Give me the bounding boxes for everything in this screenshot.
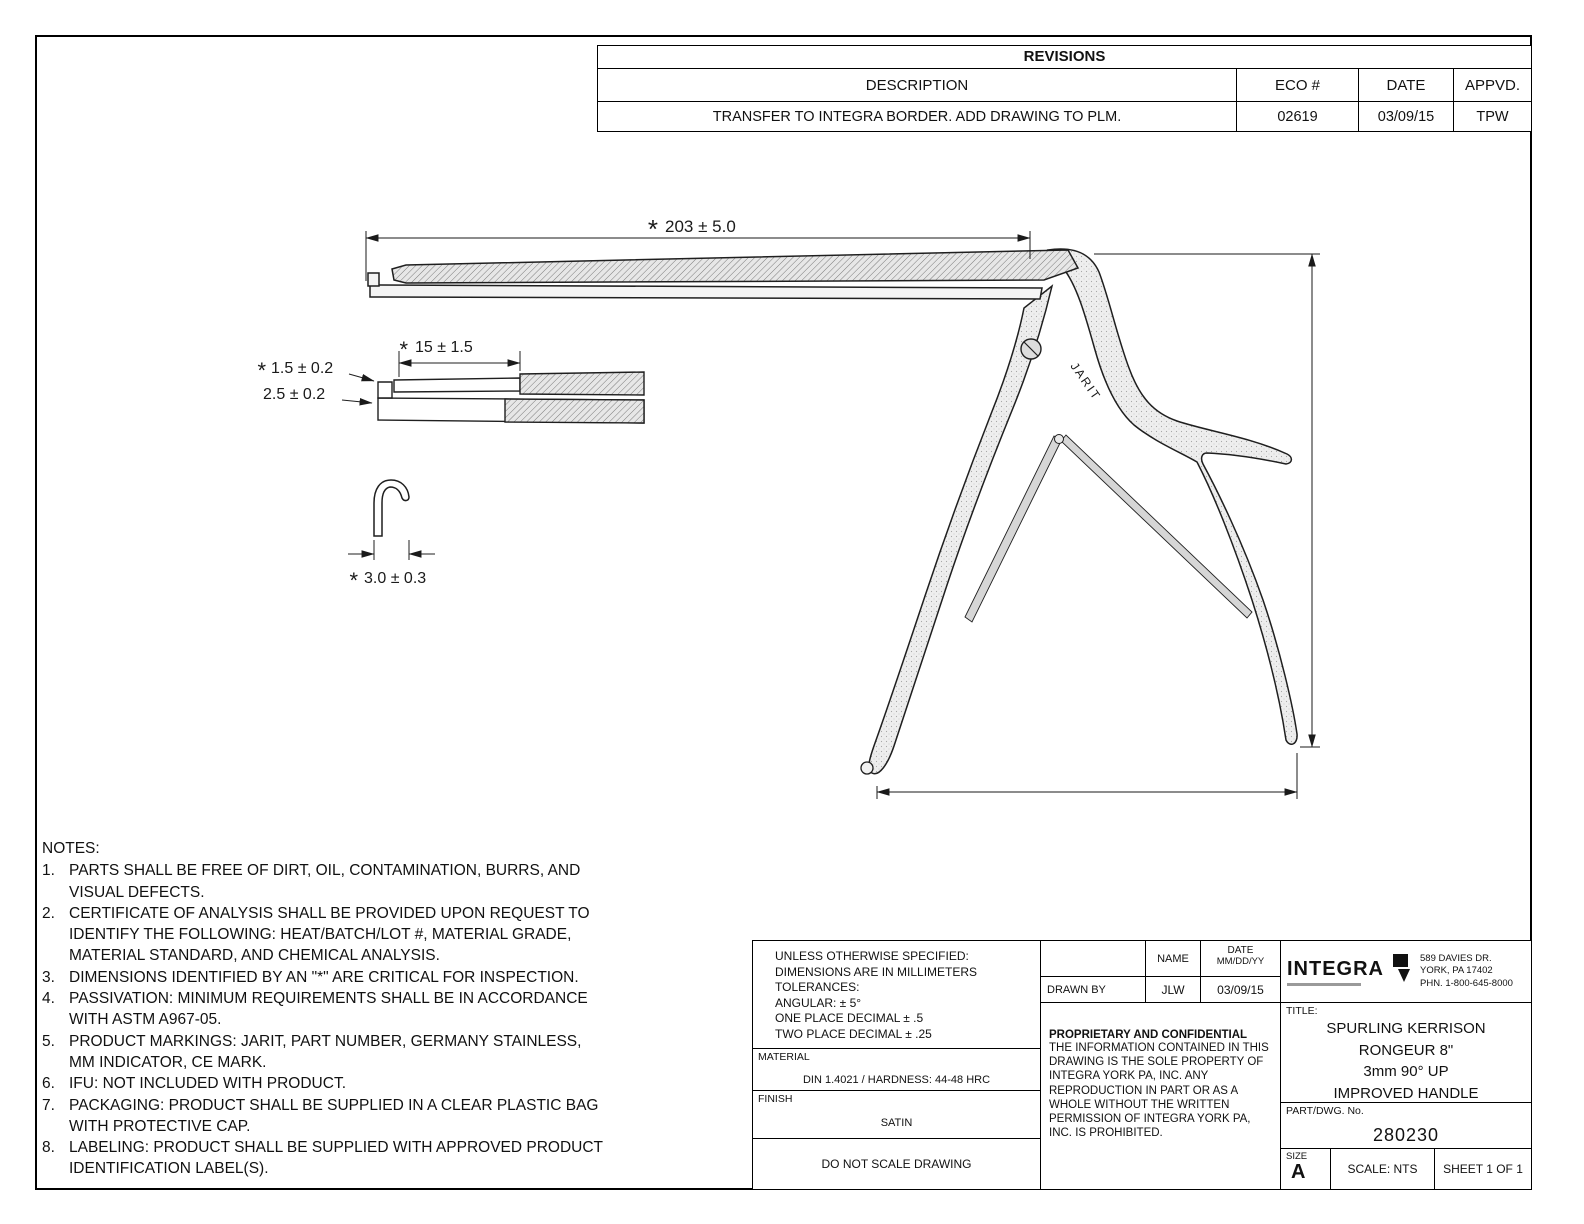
- critical-asterisk: *: [399, 337, 408, 362]
- revisions-col-date: DATE: [1358, 69, 1453, 101]
- tolerances-cell: UNLESS OTHERWISE SPECIFIED: DIMENSIONS ARE IN MILLIMETERS TOLERANCES: ANGULAR: ± 5° ONE PLACE DECIMAL ± .5 TWO PLACE DECIMAL ± .25: [753, 941, 1041, 1049]
- dim-jaw-length-text: 15 ± 1.5: [415, 339, 473, 356]
- note-item-5: 5. PRODUCT MARKINGS: JARIT, PART NUMBER, GERMANY STAINLESS, MM INDICATOR, CE MARK.: [42, 1032, 582, 1071]
- jaw-detail-view: [257, 337, 644, 423]
- drawn-by-name-cell: JLW: [1146, 977, 1201, 1003]
- size-cell: [1281, 1149, 1331, 1189]
- proprietary-heading: PROPRIETARY AND CONFIDENTIAL: [1049, 1029, 1248, 1041]
- revisions-col-description: DESCRIPTION: [865, 76, 969, 94]
- size-value: A: [1291, 1161, 1306, 1183]
- do-not-scale-cell: DO NOT SCALE DRAWING: [753, 1139, 1041, 1189]
- revision-appvd: TPW: [1453, 102, 1531, 131]
- main-view: [368, 249, 1297, 774]
- detail-upper-shaft-hatched: [520, 372, 644, 395]
- part-number-label: PART/DWG. No.: [1286, 1105, 1364, 1117]
- revisions-col-appvd: APPVD.: [1453, 69, 1531, 101]
- material-value: DIN 1.4021 / HARDNESS: 44-48 HRC: [802, 1073, 991, 1086]
- note-item-7: 7. PACKAGING: PRODUCT SHALL BE SUPPLIED IN A CLEAR PLASTIC BAG WITH PROTECTIVE CAP.: [42, 1096, 599, 1135]
- proprietary-cell: [1041, 1003, 1281, 1189]
- lever-end-curl: [861, 762, 873, 774]
- lower-shaft: [370, 285, 1042, 299]
- note-item-3: 3. DIMENSIONS IDENTIFIED BY AN "*" ARE CRITICAL FOR INSPECTION.: [42, 968, 579, 986]
- note-item-8: 8. LABELING: PRODUCT SHALL BE SUPPLIED WITH APPROVED PRODUCT IDENTIFICATION LABEL(S).: [42, 1139, 604, 1178]
- detail-upper-jaw: [394, 378, 520, 392]
- revision-eco: 02619: [1236, 102, 1358, 131]
- proprietary-body: THE INFORMATION CONTAINED IN THIS DRAWING IS THE SOLE PROPERTY OF INTEGRA YORK PA, INC. ANY REPRODUCTION IN PART OR AS A WHOLE WITHOUT THE WRITTEN PERMISSION OF INTEGRA YORK PA, INC. IS PROHIBITED.: [1049, 1042, 1269, 1140]
- drawn-by-label-cell: DRAWN BY: [1041, 977, 1146, 1003]
- finish-value: SATIN: [880, 1116, 913, 1129]
- shaft-marking-jarit: JARIT: [1067, 359, 1104, 404]
- leader-line: [349, 374, 374, 381]
- company-name: INTEGRA: [1287, 957, 1384, 980]
- upper-shaft: [392, 250, 1078, 283]
- critical-asterisk: *: [349, 568, 358, 593]
- finish-label: FINISH: [758, 1093, 793, 1105]
- revisions-title: REVISIONS: [598, 46, 1531, 69]
- front-lever: [869, 286, 1052, 774]
- material-label: MATERIAL: [758, 1051, 810, 1063]
- note-item-4: 4. PASSIVATION: MINIMUM REQUIREMENTS SHALL BE IN ACCORDANCE WITH ASTM A967-05.: [42, 990, 588, 1029]
- rear-handle: [1048, 249, 1297, 744]
- leader-line: [342, 400, 372, 403]
- footplate-tip: [368, 273, 379, 286]
- part-number-value: 280230: [1372, 1125, 1440, 1145]
- footplate-profile: [374, 480, 409, 536]
- title-block: [752, 940, 1532, 1190]
- revisions-col-eco: ECO #: [1236, 69, 1358, 101]
- signature-blank-cell: [1041, 941, 1146, 977]
- detail-lower-shaft-hatched: [505, 399, 644, 423]
- critical-asterisk: *: [257, 358, 266, 383]
- detail-footplate-lip: [378, 382, 392, 398]
- integra-logo-mark: [1388, 951, 1414, 993]
- note-item-2: 2. CERTIFICATE OF ANALYSIS SHALL BE PROVIDED UPON REQUEST TO IDENTIFY THE FOLLOWING: HEAT/BATCH/LOT #, MATERIAL GRADE, MATERIAL STANDARD, AND CHEMICAL ANALYSIS.: [42, 904, 590, 965]
- critical-asterisk: *: [647, 214, 658, 244]
- dim-handle-span: [877, 753, 1297, 799]
- dim-footplate-width-text: 3.0 ± 0.3: [364, 570, 427, 587]
- size-label: SIZE: [1286, 1151, 1308, 1162]
- scale-cell: SCALE: NTS: [1331, 1149, 1435, 1189]
- title-cell: [1281, 1003, 1531, 1103]
- company-cell: [1281, 941, 1531, 1003]
- date-header-cell: DATE MM/DD/YY: [1201, 941, 1281, 977]
- material-cell: [753, 1049, 1041, 1091]
- dim-bite-opening-text: 1.5 ± 0.2: [271, 360, 334, 377]
- spring-screw: [1055, 435, 1064, 444]
- note-item-1: 1. PARTS SHALL BE FREE OF DIRT, OIL, CONTAMINATION, BURRS, AND VISUAL DEFECTS.: [42, 862, 581, 901]
- part-number-cell: [1281, 1103, 1531, 1149]
- integra-tagline: [1287, 983, 1361, 986]
- notes-section: [42, 838, 692, 1180]
- footplate-detail-view: [348, 480, 435, 593]
- revision-description: TRANSFER TO INTEGRA BORDER. ADD DRAWING TO PLM.: [712, 108, 1122, 125]
- sheet-cell: SHEET 1 OF 1: [1443, 1162, 1523, 1176]
- dim-overall-length-text: 203 ± 5.0: [665, 217, 736, 236]
- drawing-title: SPURLING KERRISON RONGEUR 8" 3mm 90° UP IMPROVED HANDLE: [1326, 1020, 1486, 1102]
- drawn-by-date-cell: 03/09/15: [1201, 977, 1281, 1003]
- spring-leaf-right: [1061, 435, 1252, 618]
- note-item-6: 6. IFU: NOT INCLUDED WITH PRODUCT.: [42, 1075, 346, 1093]
- dim-shaft-thickness-text: 2.5 ± 0.2: [263, 386, 326, 403]
- company-address: 589 DAVIES DR. YORK, PA 17402 PHN. 1-800-645-8000: [1420, 952, 1513, 989]
- title-label: TITLE:: [1286, 1005, 1318, 1017]
- name-header-cell: NAME: [1146, 941, 1201, 977]
- revision-date: 03/09/15: [1358, 102, 1453, 131]
- finish-cell: [753, 1091, 1041, 1139]
- notes-title: NOTES:: [42, 840, 100, 857]
